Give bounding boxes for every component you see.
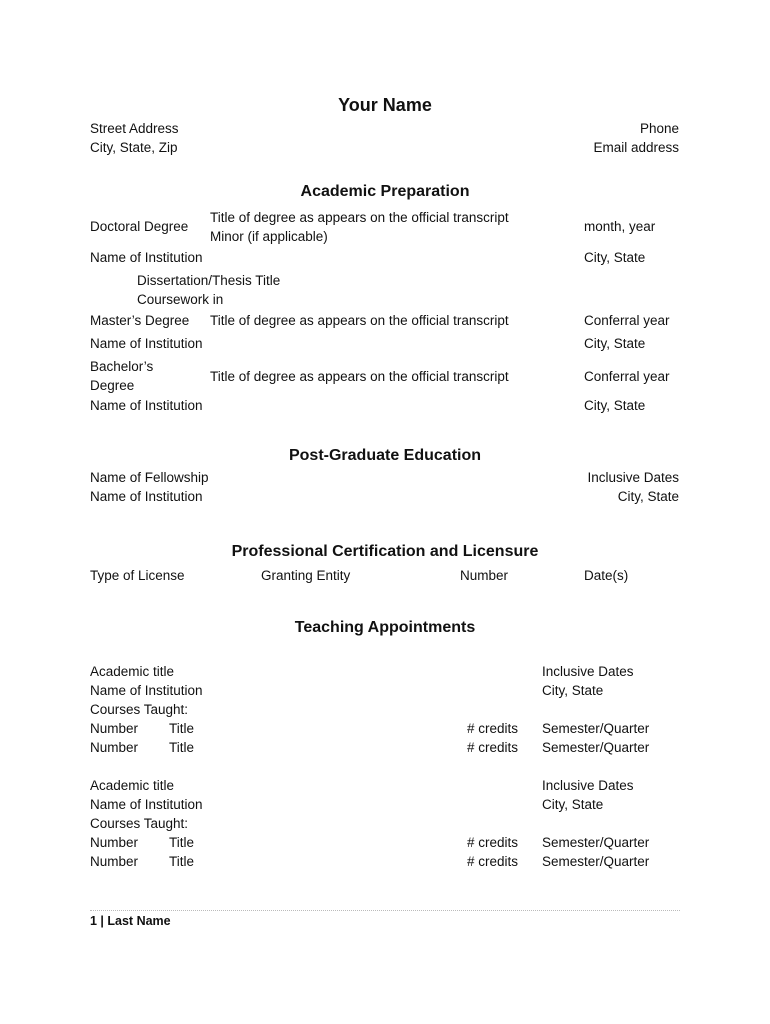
license-dates: Date(s) — [584, 568, 629, 583]
teaching-heading: Teaching Appointments — [294, 619, 476, 636]
course-title: Title — [169, 835, 195, 850]
license-number: Number — [460, 568, 509, 583]
appointment-location: City, State — [542, 683, 604, 698]
course-number: Number — [90, 835, 139, 850]
postgrad-dates: Inclusive Dates — [587, 470, 679, 485]
masters-date: Conferral year — [584, 313, 670, 328]
bachelors-institution: Name of Institution — [90, 398, 203, 413]
courses-taught-label: Courses Taught: — [90, 816, 189, 831]
course-term: Semester/Quarter — [542, 854, 650, 869]
appointment-title: Academic title — [90, 664, 175, 679]
doctoral-degree-label: Doctoral Degree — [90, 219, 189, 234]
course-term: Semester/Quarter — [542, 740, 650, 755]
granting-entity: Granting Entity — [261, 568, 351, 583]
masters-institution: Name of Institution — [90, 336, 203, 351]
appointment-institution: Name of Institution — [90, 797, 203, 812]
course-credits: # credits — [466, 835, 518, 850]
postgrad-location: City, State — [617, 489, 679, 504]
postgrad-institution: Name of Institution — [90, 489, 203, 504]
course-credits: # credits — [466, 854, 518, 869]
doctoral-minor: Minor (if applicable) — [210, 229, 328, 244]
bachelors-date: Conferral year — [584, 369, 670, 384]
bachelors-degree-label-line1: Bachelor’s — [90, 359, 154, 374]
appointment-dates: Inclusive Dates — [542, 664, 634, 679]
course-term: Semester/Quarter — [542, 835, 650, 850]
masters-degree-label: Master’s Degree — [90, 313, 190, 328]
dissertation-title: Dissertation/Thesis Title — [137, 273, 281, 288]
doctoral-institution: Name of Institution — [90, 250, 203, 265]
page-footer: 1 | Last Name — [90, 914, 171, 928]
fellowship-name: Name of Fellowship — [90, 470, 209, 485]
doctoral-location: City, State — [584, 250, 646, 265]
course-number: Number — [90, 721, 139, 736]
course-title: Title — [169, 721, 195, 736]
footer-divider — [90, 910, 680, 911]
license-type: Type of License — [90, 568, 185, 583]
bachelors-location: City, State — [584, 398, 646, 413]
course-credits: # credits — [466, 721, 518, 736]
course-title: Title — [169, 854, 195, 869]
course-term: Semester/Quarter — [542, 721, 650, 736]
appointment-dates: Inclusive Dates — [542, 778, 634, 793]
course-credits: # credits — [466, 740, 518, 755]
appointment-location: City, State — [542, 797, 604, 812]
resume-name: Your Name — [338, 95, 432, 115]
city-state-zip: City, State, Zip — [90, 140, 178, 155]
certification-heading: Professional Certification and Licensure — [231, 543, 539, 560]
post-graduate-heading: Post-Graduate Education — [288, 447, 482, 464]
appointment-institution: Name of Institution — [90, 683, 203, 698]
courses-taught-label: Courses Taught: — [90, 702, 189, 717]
academic-preparation-heading: Academic Preparation — [300, 183, 470, 200]
masters-location: City, State — [584, 336, 646, 351]
bachelors-degree-title: Title of degree as appears on the official transcript — [210, 369, 509, 384]
email-address: Email address — [593, 140, 679, 155]
coursework: Coursework in — [137, 292, 224, 307]
bachelors-degree-label-line2: Degree — [90, 378, 135, 393]
course-title: Title — [169, 740, 195, 755]
doctoral-degree-title: Title of degree as appears on the official transcript — [210, 210, 509, 225]
doctoral-date: month, year — [584, 219, 656, 234]
course-number: Number — [90, 740, 139, 755]
masters-degree-title: Title of degree as appears on the official transcript — [210, 313, 509, 328]
street-address: Street Address — [90, 121, 179, 136]
course-number: Number — [90, 854, 139, 869]
appointment-title: Academic title — [90, 778, 175, 793]
phone: Phone — [639, 121, 679, 136]
